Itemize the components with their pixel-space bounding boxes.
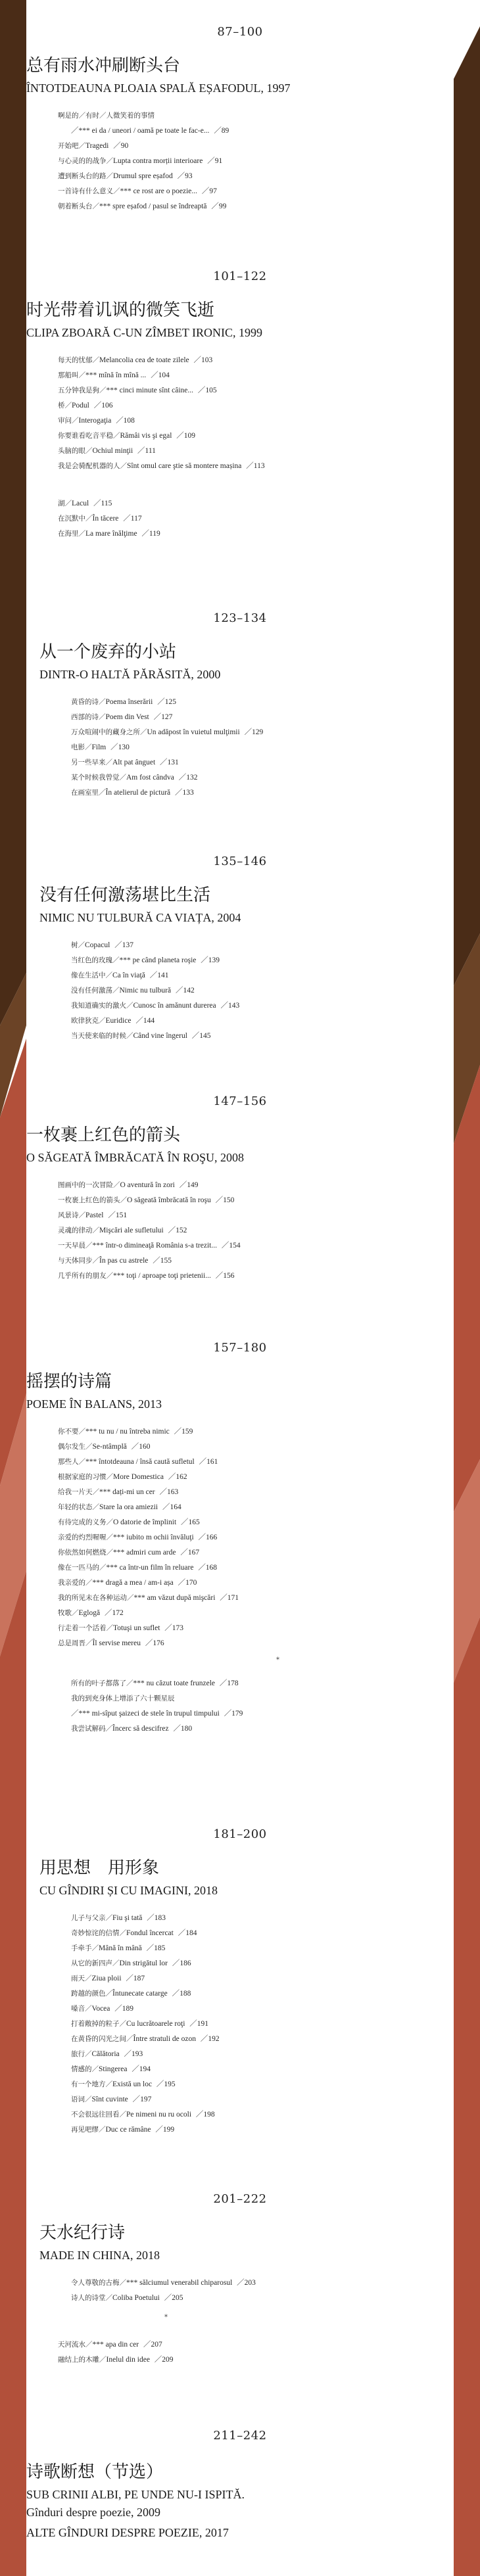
separator-asterisk: * (164, 2314, 168, 2321)
toc-entry[interactable]: 总是周晋／Îl servise mereu ／176 (58, 1639, 164, 1647)
toc-entry[interactable]: 审问／Interogaţia ／108 (58, 417, 135, 425)
toc-entry[interactable]: 诗人的诗堂／Coliba Poetului ／205 (71, 2294, 183, 2302)
toc-entry[interactable]: 在海里／La mare înălţime ／119 (58, 530, 160, 538)
toc-entry[interactable]: 几乎所有的朋友／*** toţi / aproape toţi prietenii... ／156 (58, 1272, 235, 1280)
poem-list (26, 1424, 454, 1651)
toc-entry[interactable]: 图画中的一次冒险／O aventură în zori ／149 (58, 1181, 199, 1189)
toc-entry[interactable]: 五分钟我是狗／*** cinci minute sînt câine... ／105 (58, 386, 217, 394)
toc-entry[interactable]: 情感的／Stingerea ／194 (71, 2065, 151, 2073)
page-range: 87–100 (217, 25, 263, 39)
toc-entry[interactable]: 亲爱的灼烈喔喔／*** iubito m ochii învăluţi ／166 (58, 1534, 218, 1541)
section-title-cn: 诗歌断想（节选） (26, 2462, 164, 2482)
section-title-cn: 时光带着讥讽的微笑飞逝 (26, 300, 215, 320)
toc-entry[interactable]: 头脑的眼／Ochiul minţii ／111 (58, 447, 156, 455)
section-title-cn: 天水纪行诗 (39, 2223, 126, 2243)
poem-list (26, 108, 454, 214)
separator-asterisk: * (276, 1656, 279, 1664)
toc-entry[interactable]: 万众喧闹中的藏身之所／Un adăpost în vuietul mulţimii ／129 (71, 728, 264, 736)
page-range: 135–146 (213, 855, 267, 868)
section-title-ro: CLIPA ZBOARĂ C-UN ZÎMBET IRONIC, 1999 (26, 326, 263, 339)
toc-entry[interactable]: 你不要／*** tu nu / nu întreba nimic ／159 (58, 1428, 193, 1436)
toc-entry[interactable]: ／*** ei da / uneori / oamă pe toate le fac-e... ／89 (71, 127, 229, 135)
toc-entry[interactable]: 我尝试解码／Încerc să descifrez ／180 (71, 1725, 193, 1733)
poem-list (26, 695, 454, 801)
toc-entry[interactable]: 你要谁看吃音平稳／Rămâi vis şi egal ／109 (58, 432, 196, 440)
toc-entry[interactable]: 某个时候我曾觉／Am fost cândva ／132 (71, 774, 198, 782)
toc-entry[interactable]: 打着敞掉的粒子／Cu lucrătoarele roţi ／191 (71, 2020, 209, 2028)
section-title-cn: 一枚裹上红色的箭头 (26, 1125, 181, 1145)
section-title-ro: DINTR-O HALTĂ PĂRĂSITĂ, 2000 (39, 668, 221, 681)
toc-section (26, 2429, 454, 2540)
section-title-ro: POEME ÎN BALANS, 2013 (26, 1397, 162, 1411)
toc-entry[interactable]: 那船叫／*** mînă în mînă ... ／104 (58, 371, 170, 379)
section-title-cn: 从一个废弃的小站 (39, 642, 177, 662)
page-range: 147–156 (213, 1094, 267, 1108)
toc-entry[interactable]: 一枚裹上红色的箭头／O săgeată îmbrăcată în roşu ／150 (58, 1196, 235, 1204)
toc-entry[interactable]: 每天的忧郁／Melancolia cea de toate zilele ／103 (58, 356, 213, 364)
toc-entry[interactable]: 啊是的／有时／人微笑着的事情 (58, 112, 155, 120)
toc-entry[interactable]: 有待完成的义务／O datorie de împlinit ／165 (58, 1518, 200, 1526)
toc-entry[interactable]: 在沉默中／În tăcere ／117 (58, 515, 142, 523)
toc-content (26, 0, 454, 2576)
toc-entry[interactable]: 在黄昏的闪光之间／Între stratuli de ozon ／192 (71, 2035, 220, 2043)
toc-entry[interactable]: 你依然如何燃烧／*** admiri cum arde ／167 (58, 1549, 200, 1557)
toc-entry[interactable]: 我的所见未在各种运动／*** am văzut după mişcări ／171 (58, 1594, 239, 1602)
toc-entry[interactable]: 融结上的木雕／Inelul din idee ／209 (58, 2356, 174, 2364)
section-title-ro: CU GÎNDIRI ȘI CU IMAGINI, 2018 (39, 1884, 218, 1897)
toc-entry[interactable]: 我知道确实的激火／Cunosc în amănunt durerea ／143 (71, 1002, 240, 1010)
toc-entry[interactable]: 再见吧缪／Duc ce rămâne ／199 (71, 2126, 175, 2134)
toc-entry[interactable]: 开始吧／Tragedi ／90 (58, 142, 129, 150)
toc-entry[interactable]: 风景诗／Pastel ／151 (58, 1211, 128, 1219)
page-range: 211–242 (213, 2429, 267, 2443)
toc-entry[interactable]: 偶尔发生／Se-ntâmplă ／160 (58, 1443, 151, 1451)
toc-entry[interactable]: 当天使来临的时候／Când vine îngerul ／145 (71, 1032, 211, 1040)
toc-entry[interactable]: 欧律狄克／Euridice ／144 (71, 1017, 155, 1025)
toc-entry[interactable]: 树／Copacul ／137 (71, 941, 133, 949)
toc-entry[interactable]: 另一些早来／Alt pat ânguet ／131 (71, 759, 179, 766)
section-title-ro: NIMIC NU TULBURĂ CA VIAȚA, 2004 (39, 911, 241, 924)
toc-entry[interactable]: 朝着断头台／*** spre eșafod / pasul se îndreaptă ／99 (58, 202, 227, 210)
poem-list-continued (26, 496, 454, 542)
toc-entry[interactable]: 儿子与父亲／Fiu şi tată ／183 (71, 1914, 166, 1922)
poem-list-continued (26, 1676, 454, 1737)
toc-entry[interactable]: 奇妙惊诧的信情／Fondul încercat ／184 (71, 1929, 197, 1937)
toc-entry[interactable]: 与天体同步／În pas cu astrele ／155 (58, 1257, 172, 1265)
toc-entry[interactable]: 桥／Podul ／106 (58, 402, 113, 410)
toc-entry[interactable]: 跨越的颜色／Întunecate catarge ／188 (71, 1990, 191, 1998)
section-subtitle: Gînduri despre poezie, 2009 (26, 2506, 160, 2519)
toc-entry[interactable]: 一天早晨／*** într-o dimineaţă România s-a trezit... ／154 (58, 1242, 241, 1250)
page-range: 181–200 (213, 1827, 267, 1841)
toc-entry[interactable]: 电影／Film ／130 (71, 743, 130, 751)
toc-section (26, 1827, 454, 2138)
toc-entry[interactable]: 行走着一个活着／Totuşi un suflet ／173 (58, 1624, 184, 1632)
toc-section (26, 25, 454, 214)
section-title-ro: O SĂGEATĂ ÎMBRĂCATĂ ÎN ROŞU, 2008 (26, 1151, 245, 1164)
page-range: 123–134 (213, 611, 267, 625)
toc-entry[interactable]: 牧歌／Eglogă ／172 (58, 1609, 124, 1617)
toc-entry[interactable]: 有一个地方／Există un loc ／195 (71, 2080, 176, 2088)
section-title-cn: 摇摆的诗篇 (26, 1372, 112, 1392)
toc-entry[interactable]: 像在一匹马的／*** ca într-un film în reluare ／168 (58, 1564, 218, 1572)
poem-list (26, 353, 454, 474)
toc-entry[interactable]: 根据家庭的习惯／More Domestica ／162 (58, 1473, 187, 1481)
toc-entry[interactable]: 年轻的状态／Stare la ora amiezii ／164 (58, 1503, 181, 1511)
page-range: 201–222 (213, 2192, 267, 2206)
toc-entry[interactable]: 西部的诗／Poem din Vest ／127 (71, 713, 173, 721)
poem-list (26, 2276, 454, 2306)
toc-entry[interactable]: 雨天／Ziua ploii ／187 (71, 1975, 145, 1982)
section-title-cn: 用思想 用形象 (39, 1858, 160, 1878)
toc-entry[interactable]: 当红色的玫瑰／*** pe când planeta roşie ／139 (71, 956, 220, 964)
toc-entry[interactable]: 从它的新四声／Din strigătul lor ／186 (71, 1959, 191, 1967)
toc-entry[interactable]: 黄昏的诗／Poema înserării ／125 (71, 698, 176, 706)
toc-entry[interactable]: 像在生活中／Ca în viaţă ／141 (71, 972, 169, 979)
toc-entry[interactable]: 遭到断头台的路／Drumul spre eșafod ／93 (58, 172, 193, 180)
toc-entry[interactable]: 我亲爱的／*** dragă a mea / am-i așa ／170 (58, 1579, 197, 1587)
toc-entry[interactable]: 在画室里／În atelierul de pictură ／133 (71, 789, 194, 797)
section-title-ro: SUB CRINII ALBI, PE UNDE NU-I ISPITĂ. (26, 2488, 245, 2501)
section-title-ro: MADE IN CHINA, 2018 (39, 2249, 160, 2262)
left-decor-band (0, 0, 26, 2576)
toc-section (26, 1094, 454, 1284)
poem-list (26, 938, 454, 1044)
toc-entry[interactable]: 不会很远往回看／Pe nimeni nu ru ocoli ／198 (71, 2111, 215, 2119)
page-range: 157–180 (213, 1341, 267, 1355)
right-decor-band (454, 0, 480, 2576)
page-range: 101–122 (213, 269, 267, 283)
toc-entry[interactable]: 天河流水／*** apa din cer ／207 (58, 2341, 162, 2349)
poem-list (26, 1911, 454, 2138)
toc-entry[interactable]: 与心灵的的战争／Lupta contra morții interioare ／91 (58, 157, 223, 165)
toc-section (26, 2192, 454, 2368)
toc-section (26, 269, 454, 542)
toc-section (26, 855, 454, 1044)
section-title-ro: ÎNTOTDEAUNA PLOAIA SPALĂ EȘAFODUL, 1997 (26, 82, 291, 95)
poem-list (26, 1178, 454, 1284)
toc-entry[interactable]: 灵魂的律动／Mişcări ale sufletului ／152 (58, 1227, 187, 1234)
toc-entry[interactable]: 语词／Sînt cuvinte ／197 (71, 2096, 152, 2103)
toc-section (26, 611, 454, 801)
section-title-cn: 没有任何激荡堪比生活 (39, 885, 211, 905)
toc-section (26, 1341, 454, 1737)
toc-entry[interactable]: ／*** mi-sîput şaizeci de stele în trupul timpului ／179 (71, 1710, 243, 1718)
toc-entry[interactable]: 我是会骑配机器的人／Sînt omul care ştie să montere mașina ／113 (58, 462, 265, 470)
toc-entry[interactable]: 手牵手／Mână în mână ／185 (71, 1944, 166, 1952)
toc-entry[interactable]: 我的到充身体上增添了六十颗星辰 (71, 1695, 175, 1702)
toc-entry[interactable]: 湖／Lacul ／115 (58, 500, 112, 507)
toc-entry[interactable]: 令人尊敬的古梅／*** sălciumul venerabil chiparosul ／203 (71, 2279, 256, 2287)
section-title-cn: 总有雨水冲刷断头台 (26, 56, 181, 76)
toc-entry[interactable]: 那些人／*** întotdeauna / însă caută sufletul ／161 (58, 1458, 218, 1466)
toc-entry[interactable]: 所有的叶子都落了／*** nu căzut toate frunzele ／178 (71, 1679, 239, 1687)
toc-entry[interactable]: 没有任何激荡／Nimic nu tulbură ／142 (71, 987, 195, 995)
toc-entry[interactable]: 旅行／Călătoria ／193 (71, 2050, 143, 2058)
poem-list-continued (26, 2337, 454, 2368)
toc-entry[interactable]: 给我一片天／*** dați-mi un cer ／163 (58, 1488, 179, 1496)
toc-entry[interactable]: 嗓音／Vocea ／189 (71, 2005, 134, 2013)
section-subtitle: ALTE GÎNDURI DESPRE POEZIE, 2017 (26, 2526, 229, 2539)
toc-entry[interactable]: 一首诗有什么意义／*** ce rost are o poezie... ／97 (58, 187, 217, 195)
